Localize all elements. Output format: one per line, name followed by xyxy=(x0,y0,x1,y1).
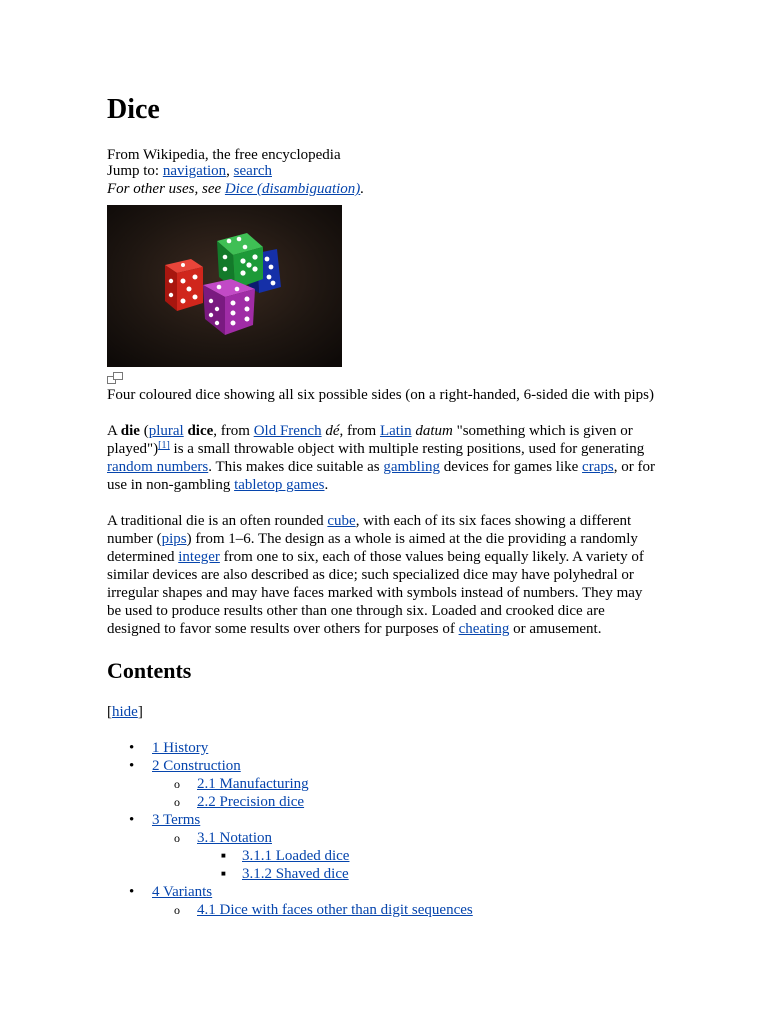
plural-link[interactable]: plural xyxy=(148,423,184,439)
text: A xyxy=(107,423,121,439)
contents-heading: Contents xyxy=(107,658,192,683)
toc-link[interactable]: 3.1.1 Loaded dice xyxy=(242,848,350,864)
text: ( xyxy=(139,423,149,439)
gambling-link[interactable]: gambling xyxy=(383,459,441,475)
bullet-disc-icon: • xyxy=(129,884,135,900)
desc-line-7 xyxy=(107,620,644,638)
toc-item-notation xyxy=(107,829,707,847)
term-dice: dice xyxy=(187,423,214,439)
pips-link[interactable]: pips xyxy=(161,531,187,547)
tabletop-games-link[interactable]: tabletop games xyxy=(234,477,325,493)
text: devices for games like xyxy=(440,459,583,475)
text: . xyxy=(324,477,329,493)
cheating-link[interactable]: cheating xyxy=(458,621,510,637)
intro-line-3 xyxy=(107,458,655,476)
toc-item-history xyxy=(107,739,707,757)
description-paragraph xyxy=(107,512,644,638)
navigation-link[interactable]: navigation xyxy=(162,163,227,179)
bracket-open: [ xyxy=(107,704,112,720)
toc-link[interactable]: 4 Variants xyxy=(152,884,213,900)
text: A traditional die is an often rounded xyxy=(107,513,328,529)
hatnote-suffix: . xyxy=(360,181,365,197)
search-link[interactable]: search xyxy=(233,163,272,179)
bullet-square-icon: ■ xyxy=(221,869,226,878)
text: is a small throwable object with multiple resting positions, used for generating xyxy=(169,441,645,457)
text: "something which is given or xyxy=(452,423,633,439)
random-numbers-link[interactable]: random numbers xyxy=(107,459,209,475)
intro-line-1 xyxy=(107,422,655,440)
desc-line-5: irregular shapes and may have faces marked with symbols instead of numbers. They may xyxy=(107,585,643,601)
toc-link[interactable]: 2 Construction xyxy=(152,758,241,774)
bullet-disc-icon: • xyxy=(129,758,135,774)
hatnote-prefix: For other uses, see xyxy=(107,181,225,197)
toc-item-terms xyxy=(107,811,707,829)
red-die xyxy=(165,259,203,311)
toc-item-variants xyxy=(107,883,707,901)
bullet-circle-icon: o xyxy=(174,795,180,809)
desc-line-1 xyxy=(107,512,644,530)
intro-line-4 xyxy=(107,476,655,494)
intro-paragraph xyxy=(107,422,655,494)
toc-item-manufacturing xyxy=(107,775,707,793)
jump-prefix: Jump to: xyxy=(107,163,163,179)
text: , from xyxy=(213,423,254,439)
bullet-circle-icon: o xyxy=(174,903,180,917)
integer-link[interactable]: integer xyxy=(178,549,220,565)
bullet-square-icon: ■ xyxy=(221,851,226,860)
bracket-close: ] xyxy=(137,704,143,720)
desc-line-6: be used to produce results other than one through six. Loaded and crooked dice are xyxy=(107,603,605,619)
desc-line-2 xyxy=(107,530,644,548)
text: designed to favor some results over others for purposes of xyxy=(107,621,459,637)
toc-item-shaved-dice xyxy=(107,865,707,883)
cube-link[interactable]: cube xyxy=(327,513,356,529)
toc-link[interactable]: 4.1 Dice with faces other than digit sequences xyxy=(197,902,473,918)
text: , or for xyxy=(613,459,655,475)
intro-line-2 xyxy=(107,440,655,458)
toc-link[interactable]: 2.2 Precision dice xyxy=(197,794,305,810)
text: ) from 1–6. The design as a whole is aimed at the die providing a randomly xyxy=(186,531,638,547)
toc-item-precision-dice xyxy=(107,793,707,811)
term-datum: datum xyxy=(415,423,453,439)
toc-link[interactable]: 3.1.2 Shaved dice xyxy=(242,866,349,882)
text: or amusement. xyxy=(509,621,602,637)
text: , with each of its six faces showing a different xyxy=(355,513,632,529)
image-caption: Four coloured dice showing all six possible sides (on a right-handed, 6-sided die with pips) xyxy=(107,387,654,403)
toc-link[interactable]: 3.1 Notation xyxy=(197,830,272,846)
bullet-disc-icon: • xyxy=(129,740,135,756)
text: use in non-gambling xyxy=(107,477,235,493)
dice-photo[interactable] xyxy=(107,205,342,367)
toc-link[interactable]: 3 Terms xyxy=(152,812,201,828)
bullet-disc-icon: • xyxy=(129,812,135,828)
term-de: dé xyxy=(325,423,340,439)
toc-link[interactable]: 2.1 Manufacturing xyxy=(197,776,309,792)
text: number ( xyxy=(107,531,162,547)
text: played") xyxy=(107,441,159,457)
text: , from xyxy=(339,423,380,439)
old-french-link[interactable]: Old French xyxy=(253,423,322,439)
term-die: die xyxy=(120,423,140,439)
toc-toggle xyxy=(107,703,143,721)
desc-line-4: similar devices are also described as dice; such specialized dice may have polyhedral or xyxy=(107,567,634,583)
hide-toc-link[interactable]: hide xyxy=(112,704,138,720)
disambiguation-link[interactable]: Dice (disambiguation) xyxy=(224,181,361,197)
latin-link[interactable]: Latin xyxy=(379,423,412,439)
bullet-circle-icon: o xyxy=(174,777,180,791)
toc-link[interactable]: 1 History xyxy=(152,740,209,756)
text: from one to six, each of those values being equally likely. A variety of xyxy=(219,549,644,565)
text: determined xyxy=(107,549,179,565)
text: . This makes dice suitable as xyxy=(208,459,384,475)
craps-link[interactable]: craps xyxy=(582,459,614,475)
toc-item-dice-with-faces xyxy=(107,901,707,919)
desc-line-3 xyxy=(107,548,644,566)
toc-item-construction xyxy=(107,757,707,775)
bullet-circle-icon: o xyxy=(174,831,180,845)
jump-links xyxy=(107,162,272,180)
page-title: Dice xyxy=(107,94,160,125)
jump-separator: , xyxy=(226,163,234,179)
enlarge-icon[interactable] xyxy=(107,372,123,384)
hatnote xyxy=(107,180,364,198)
tagline: From Wikipedia, the free encyclopedia xyxy=(107,147,341,163)
reference-link[interactable]: [1] xyxy=(158,440,170,451)
table-of-contents xyxy=(107,739,707,919)
toc-item-loaded-dice xyxy=(107,847,707,865)
